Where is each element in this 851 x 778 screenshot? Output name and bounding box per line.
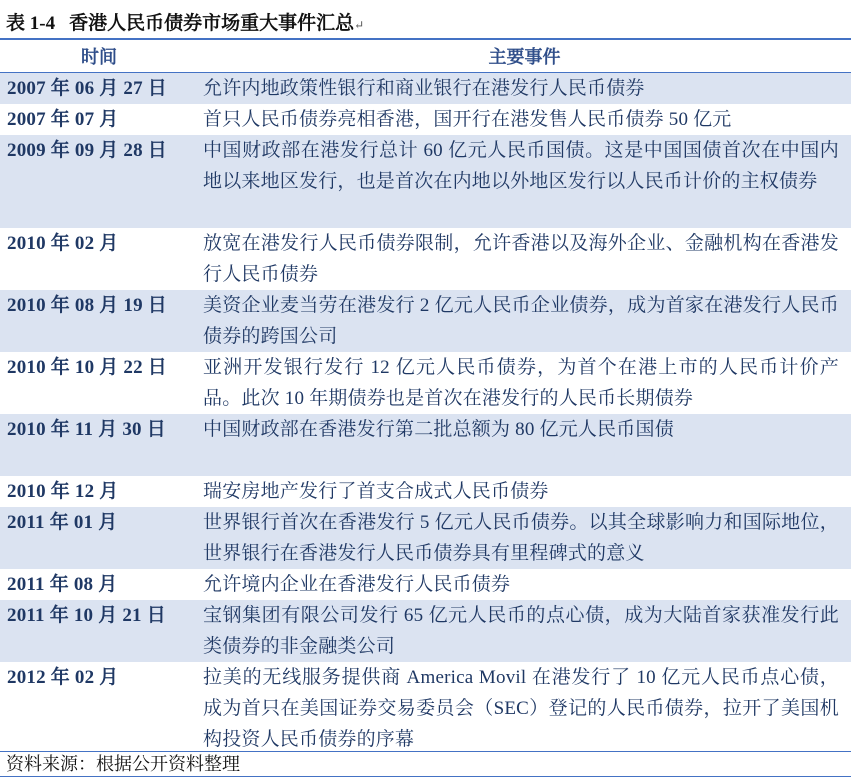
row-event: 中国财政部在港发行总计 60 亿元人民币国债。这是中国国债首次在中国内地以来地区发行，也是首次在内地以外地区发行以人民币计价的主权债券 bbox=[203, 140, 839, 192]
table-row bbox=[0, 414, 851, 476]
row-event: 首只人民币债券亮相香港，国开行在港发售人民币债券 50 亿元 bbox=[203, 109, 732, 130]
row-date: 2009 年 09 月 28 日 bbox=[7, 140, 167, 161]
table-title: 香港人民币债券市场重大事件汇总 bbox=[69, 13, 355, 34]
row-date: 2010 年 10 月 22 日 bbox=[7, 357, 167, 378]
table-row bbox=[0, 662, 851, 755]
row-date: 2010 年 11 月 30 日 bbox=[7, 419, 166, 440]
row-event: 世界银行首次在香港发行 5 亿元人民币债券。以其全球影响力和国际地位，世界银行在香港发行人民币债券具有里程碑式的意义 bbox=[203, 512, 839, 564]
row-event: 放宽在港发行人民币债券限制，允许香港以及海外企业、金融机构在香港发行人民币债券 bbox=[203, 233, 839, 285]
row-event: 亚洲开发银行发行 12 亿元人民币债券，为首个在港上市的人民币计价产品。此次 10 年期债券也是首次在港发行的人民币长期债券 bbox=[203, 357, 839, 409]
row-date: 2010 年 02 月 bbox=[7, 233, 119, 254]
table-row bbox=[0, 507, 851, 569]
table-row bbox=[0, 104, 851, 135]
row-date: 2011 年 08 月 bbox=[7, 574, 118, 595]
row-date: 2010 年 12 月 bbox=[7, 481, 119, 502]
table-number: 表 1-4 bbox=[6, 13, 56, 34]
row-event: 允许内地政策性银行和商业银行在港发行人民币债券 bbox=[203, 78, 645, 99]
row-date: 2010 年 08 月 19 日 bbox=[7, 295, 167, 316]
row-date: 2011 年 01 月 bbox=[7, 512, 118, 533]
table-row bbox=[0, 476, 851, 507]
header-time: 时间 bbox=[81, 47, 117, 67]
source-note: 资料来源：根据公开资料整理 bbox=[0, 751, 851, 777]
header-event: 主要事件 bbox=[488, 47, 561, 67]
table-caption bbox=[6, 8, 364, 35]
table-row bbox=[0, 569, 851, 600]
table-row bbox=[0, 73, 851, 104]
row-event: 美资企业麦当劳在港发行 2 亿元人民币企业债券，成为首家在港发行人民币债券的跨国公司 bbox=[203, 295, 839, 347]
table-row bbox=[0, 600, 851, 662]
row-event: 拉美的无线服务提供商 America Movil 在港发行了 10 亿元人民币点心债，成为首只在美国证券交易委员会（SEC）登记的人民币债券，拉开了美国机构投资人民币债券的序幕 bbox=[203, 667, 839, 750]
paragraph-mark-icon: ↵ bbox=[354, 18, 365, 32]
table-header-row bbox=[0, 40, 851, 73]
table-row bbox=[0, 352, 851, 414]
row-event: 瑞安房地产发行了首支合成式人民币债券 bbox=[203, 481, 549, 502]
row-event: 宝钢集团有限公司发行 65 亿元人民币的点心债，成为大陆首家获准发行此类债券的非金融类公司 bbox=[203, 605, 839, 657]
events-table bbox=[0, 38, 851, 755]
table-body bbox=[0, 73, 851, 755]
row-date: 2012 年 02 月 bbox=[7, 667, 119, 688]
row-date: 2007 年 07 月 bbox=[7, 109, 119, 130]
row-date: 2011 年 10 月 21 日 bbox=[7, 605, 166, 626]
row-date: 2007 年 06 月 27 日 bbox=[7, 78, 167, 99]
row-event: 允许境内企业在香港发行人民币债券 bbox=[203, 574, 511, 595]
row-event: 中国财政部在香港发行第二批总额为 80 亿元人民币国债 bbox=[203, 419, 674, 440]
table-row bbox=[0, 290, 851, 352]
table-row bbox=[0, 135, 851, 228]
table-row bbox=[0, 228, 851, 290]
